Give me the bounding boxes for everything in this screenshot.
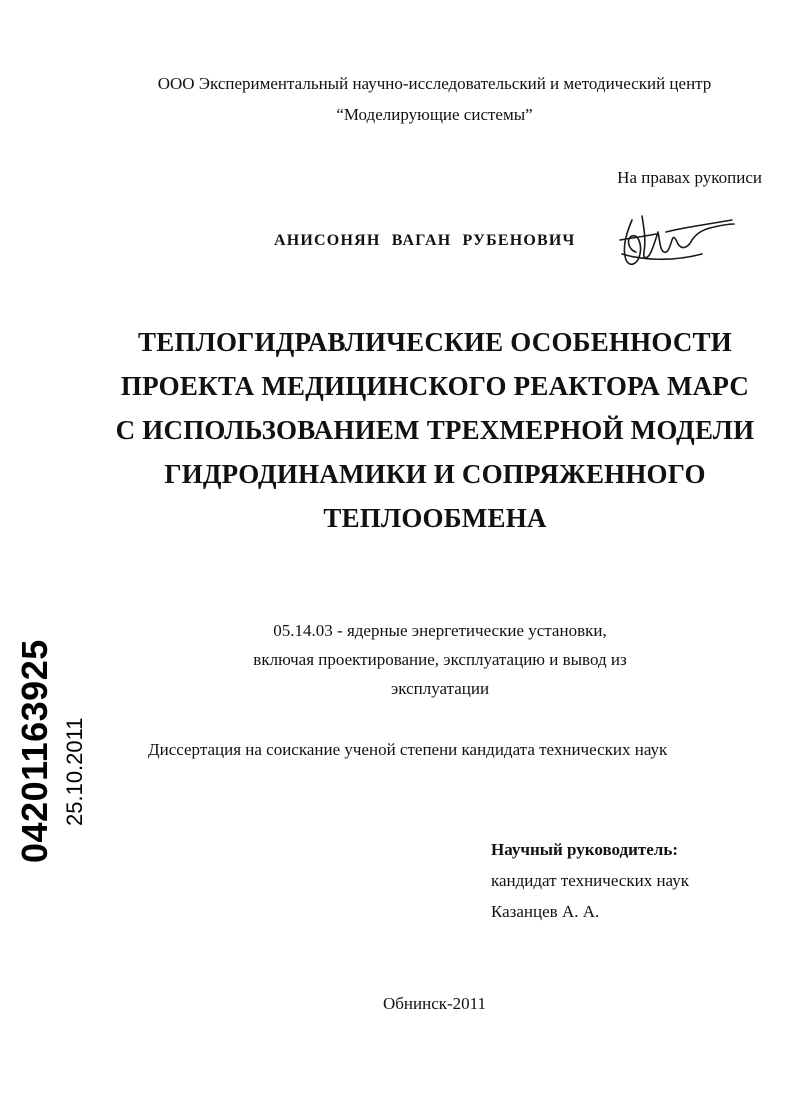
specialty-line: включая проектирование, эксплуатацию и вывод из [253,650,627,669]
degree-statement: Диссертация на соискание ученой степени кандидата технических наук [148,740,668,759]
signature-icon [612,210,737,272]
specialty-block [170,616,710,703]
advisor-heading: Научный руководитель: [491,840,678,859]
title-line: ТЕПЛОГИДРАВЛИЧЕСКИЕ ОСОБЕННОСТИ [138,327,732,357]
title-line: ТЕПЛООБМЕНА [323,503,547,533]
title-line: ПРОЕКТА МЕДИЦИНСКОГО РЕАКТОРА МАРС [120,371,750,401]
author-name: АНИСОНЯН ВАГАН РУБЕНОВИЧ [274,232,576,249]
title-line: С ИСПОЛЬЗОВАНИЕМ ТРЕХМЕРНОЙ МОДЕЛИ [115,415,755,445]
dissertation-title [90,320,780,540]
advisor-block [491,834,689,927]
advisor-title: кандидат технических наук [491,871,689,890]
title-line: ГИДРОДИНАМИКИ И СОПРЯЖЕННОГО [164,459,706,489]
rights-note: На правах рукописи [617,168,762,187]
organization-line-2: “Моделирующие системы” [336,105,533,124]
specialty-line: 05.14.03 - ядерные энергетические установки, [273,621,607,640]
library-stamp-date: 25.10.2011 [62,717,87,826]
specialty-line: эксплуатации [390,679,490,698]
organization-line-1: ООО Экспериментальный научно-исследовательский и методический центр [157,74,712,93]
library-stamp-code: 04201163925 [14,639,55,863]
advisor-name: Казанцев А. А. [491,902,600,921]
city-year: Обнинск-2011 [382,994,487,1013]
